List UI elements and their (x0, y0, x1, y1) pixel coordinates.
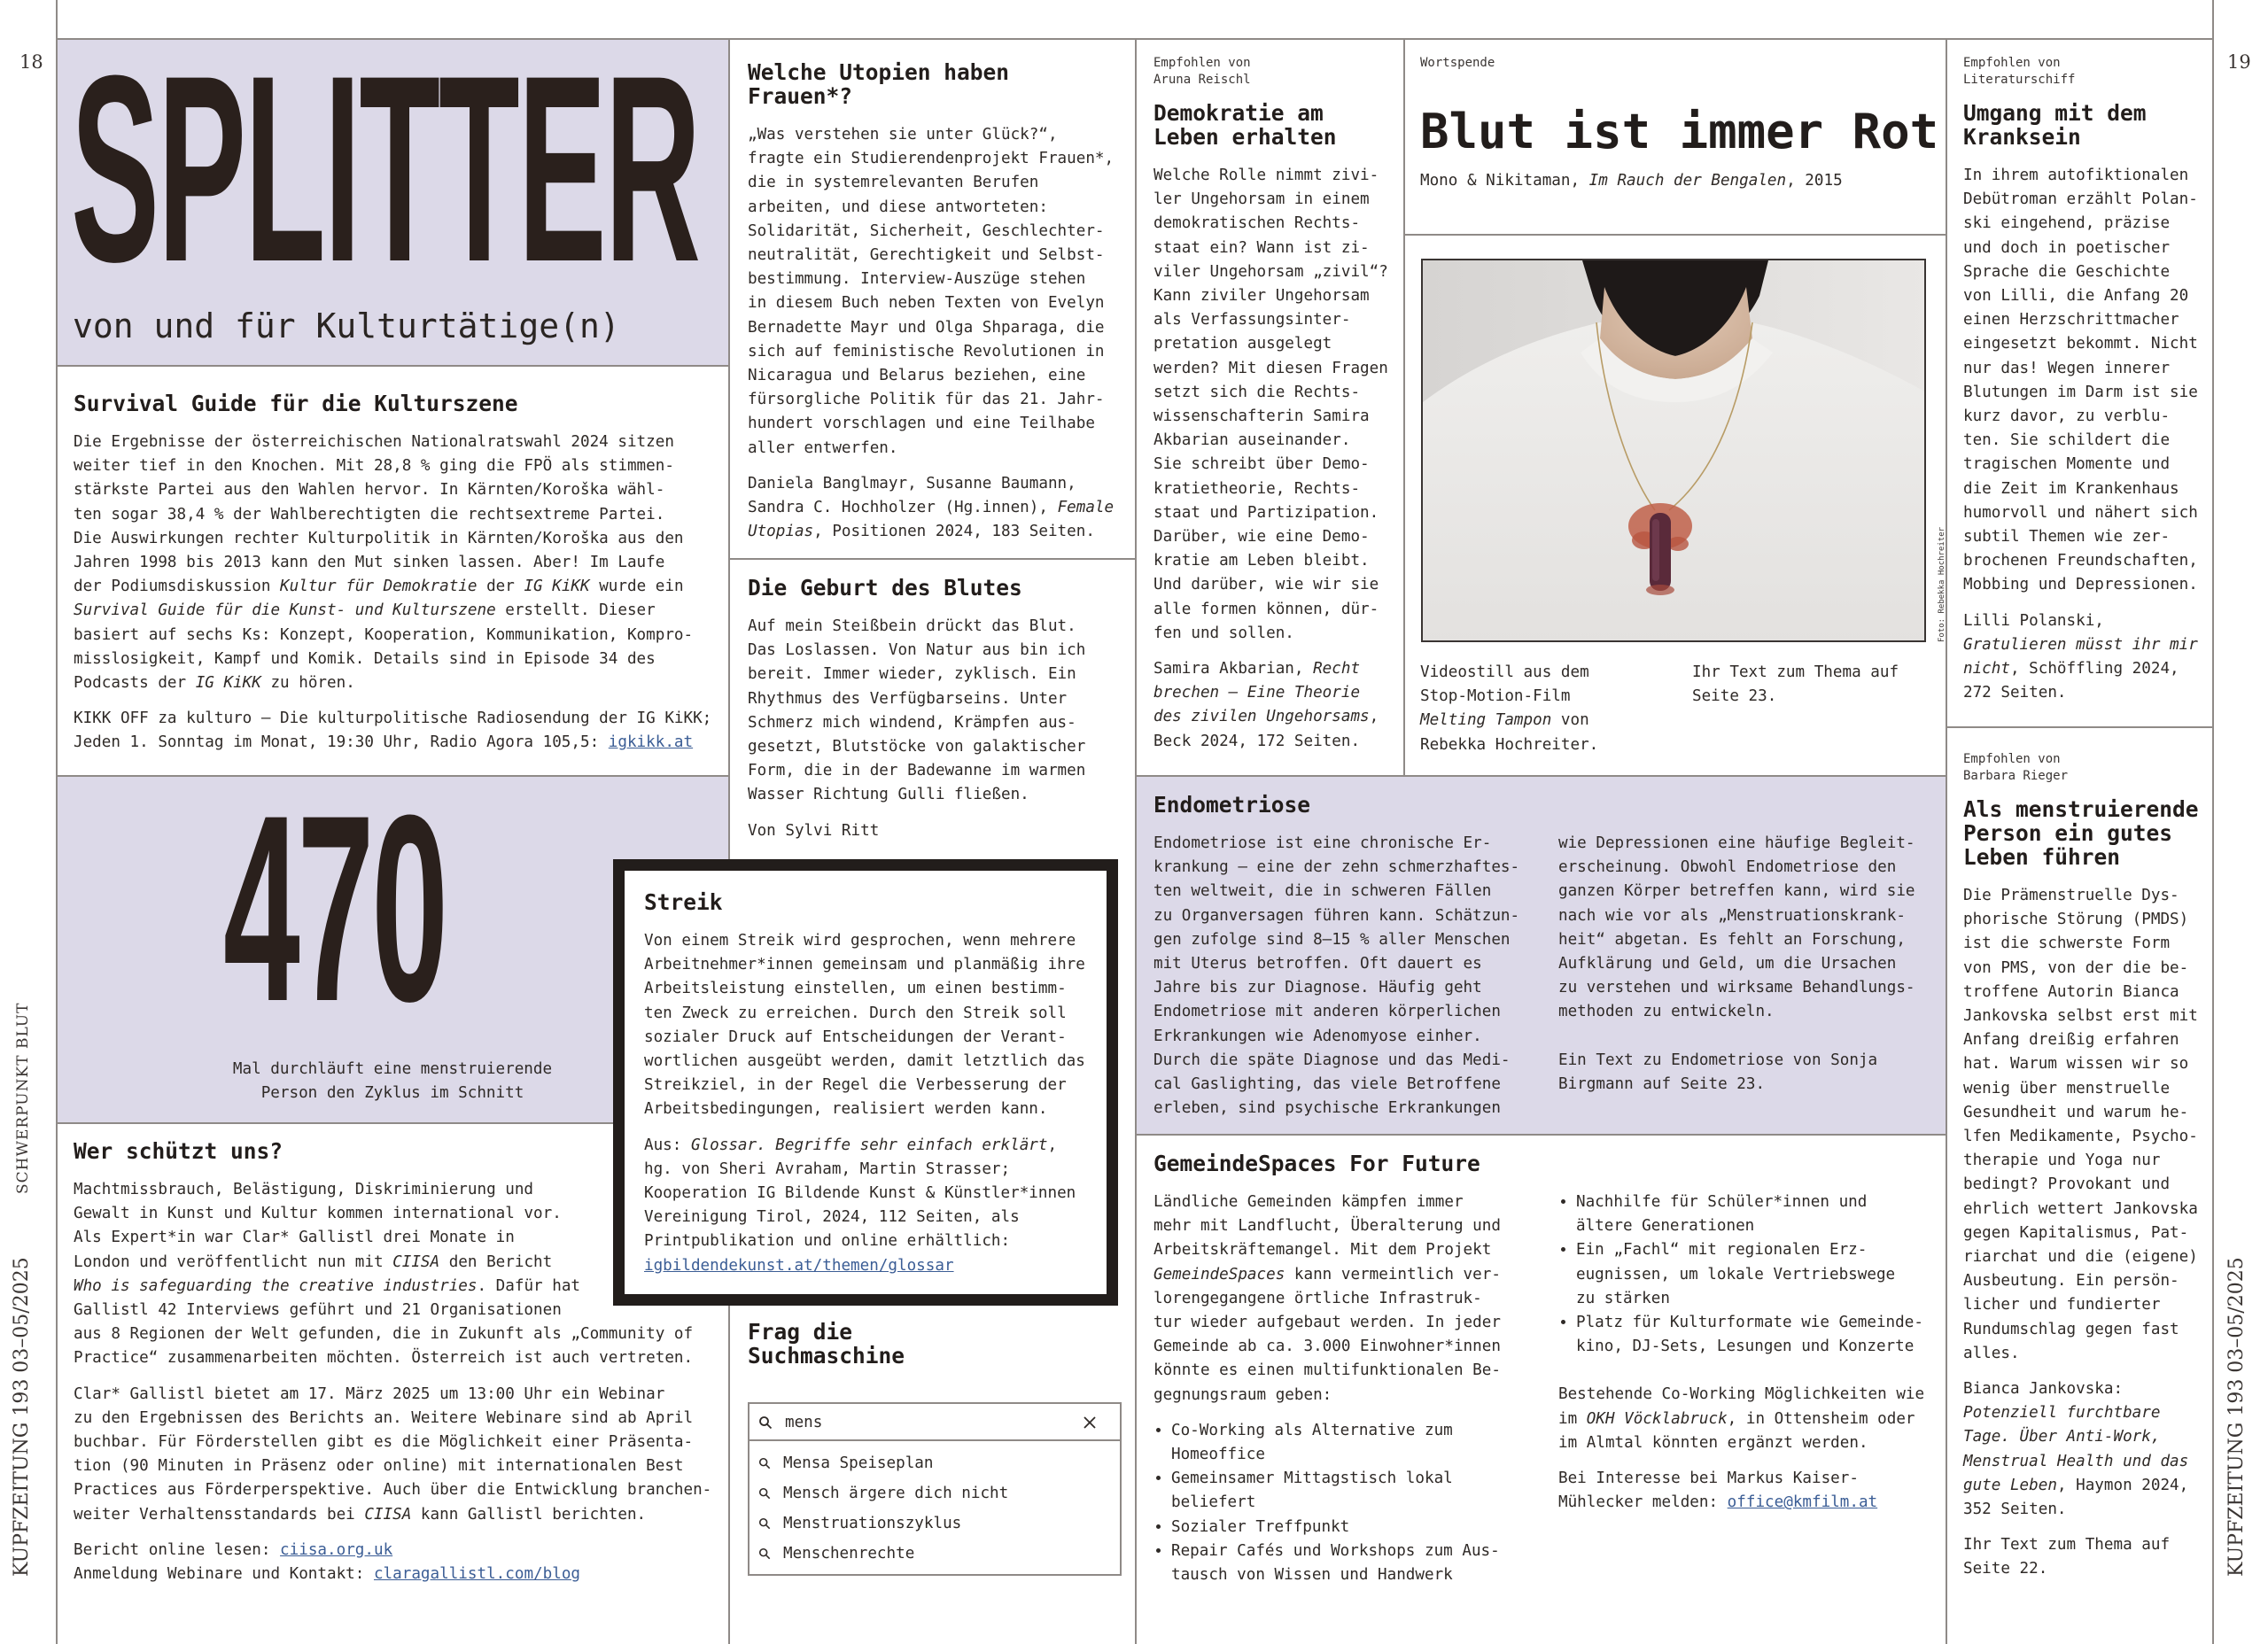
masthead-title: SPLITTER (71, 19, 700, 317)
search-input[interactable] (750, 1404, 1120, 1441)
search-icon (758, 1487, 771, 1500)
survival-footer: KIKK OFF za kulturo – Die kulturpolitische Radiosendung der IG KiKK; Jeden 1. Sonntag im Monat, 19:30 Uhr, Radio Agora 105,5: igkikk.at (74, 710, 712, 752)
list-item: • Gemeinsamer Mittagstisch lokal beliefert (1171, 1467, 1558, 1515)
rule-col1 (728, 38, 730, 1644)
claragallistl-link[interactable]: claragallistl.com/blog (373, 1565, 581, 1584)
search-query: mens (785, 1414, 823, 1431)
rule-masthead-bottom (57, 365, 728, 367)
geburt-heading: Die Geburt des Blutes (748, 575, 1022, 601)
gemeinde-heading: GemeindeSpaces For Future (1153, 1151, 1480, 1176)
gemeinde-section (1153, 1152, 1942, 1587)
rule-endo-bottom (1136, 1134, 1946, 1136)
schuetzt-body: Machtmissbrauch, Belästigung, Diskriminierung und Gewalt in Kunst und Kultur kommen international vor. Als Expert*in war Clar* Gallistl drei Monate in London und veröffentlicht nun mit CIISA den Bericht Who is safeguarding the creative industries. Dafür hat Gallistl 42 Interviews geführt und 21 Organisationen aus 8 Regionen der Welt gefunden, die in Zukunft als „Community of Practice“ zusammenarbeiten möchten. Österreich ist auch vertreten. (74, 1181, 694, 1368)
mens-heading: Als menstruierende Person ein gutes Leben führen (1963, 796, 2199, 870)
wortspende-source: Mono & Nikitaman, Im Rauch der Bengalen, 2015 (1420, 172, 1843, 190)
geburt-section (748, 576, 1129, 843)
utopien-credit: Daniela Banglmayr, Susanne Baumann, Sandra C. Hochholzer (Hg.innen), Female Utopias, Positionen 2024, 183 Seiten. (748, 474, 1115, 541)
krank-heading: Umgang mit dem Kranksein (1963, 100, 2147, 150)
endo-heading: Endometriose (1153, 792, 1311, 818)
close-icon[interactable] (1083, 1415, 1097, 1430)
photo-caption: Videostill aus dem Stop-Motion-Film Melting Tampon von Rebekka Hochreiter. (1420, 663, 1599, 754)
streik-body: Von einem Streik wird gesprochen, wenn mehrere Arbeitnehmer*innen gemeinsam und planmäßig ihre Arbeitsleistung einstellen, um einen bestimm- ten Zweck zu erreichen. Durch den Streik soll sozialer Druck auf Entscheidungen der Verant- wortlichen ausgeübt werden, damit letztlich das Streikziel, in der Regel die Verbesserung der Arbeitsbedingungen, realisiert werden kann. (644, 932, 1085, 1119)
photo-credit: Foto: Rebekka Hochreiter (1938, 526, 1946, 642)
krank-body: In ihrem autofiktionalen Debütroman erzählt Polan- ski eingehend, präzise und doch in poetischer Sprache die Geschichte von Lilli, die Anfang 20 einen Herzschrittmacher eingesetzt bekommt. Nicht nur das! Wegen innerer Blutungen im Darm ist sie kurz davor, zu verblu- ten. Sie schildert die tragischen Momente und die Zeit im Krankenhaus humorvoll und nähert sich subtil Themen wie zer- brochenen Freundschaften, Mobbing und Depressionen. (1963, 167, 2198, 594)
demokratie-credit: Samira Akbarian, Recht brechen – Eine Theorie des zivilen Ungehorsams, Beck 2024, 172 Seiten. (1153, 660, 1379, 750)
page-number-right: 19 (2227, 51, 2251, 73)
wortspende-section (1420, 55, 1943, 193)
gemeinde-list-right (1558, 1190, 1924, 1359)
rule-col4 (1946, 38, 1947, 1644)
spine-issue-right: KUPFZEITUNG 193 03–05/2025 (2225, 1257, 2248, 1577)
necklace-photo (1423, 260, 1926, 642)
spine-section-label: SCHWERPUNKT BLUT (14, 1002, 32, 1194)
list-item: • Ein „Fachl“ mit regionalen Erz- eugnissen, um lokale Vertriebswege zu stärken (1576, 1238, 1924, 1311)
search-icon (758, 1517, 771, 1530)
endo-left: Endometriose ist eine chronische Er- krankung – eine der zehn schmerzhaftes- ten weltweit, die in schweren Fällen zu Organversagen führen kann. Schätzun- gen zufolge sind 8–15 % aller Menschen mit Uterus betroffen. Oft dauert es Jahre bis zur Diagnose. Häufig geht Endometriose mit anderen körperlichen Erkrankungen wie Adenomyose einher. Durch die späte Diagnose und das Medi- cal Gaslighting, das viele Betroffene erleben, sind psychische Erkrankungen (1153, 834, 1520, 1118)
mens-note: Ihr Text zum Thema auf Seite 22. (1963, 1536, 2171, 1578)
krank-section (1963, 55, 2207, 705)
search-icon (758, 1457, 771, 1470)
stat-number: 470 (223, 759, 446, 1057)
mens-recommend: Empfohlen von Barbara Rieger (1963, 752, 2069, 783)
demokratie-section (1153, 55, 1402, 754)
schuetzt-links: Bericht online lesen: ciisa.org.uk Anmeldung Webinare und Kontakt: claragallistl.com/blog (74, 1540, 581, 1584)
kmfilm-email-link[interactable]: office@kmfilm.at (1727, 1493, 1878, 1512)
ciisa-link[interactable]: ciisa.org.uk (280, 1540, 393, 1559)
rule-col3a (1403, 38, 1405, 776)
rule-endo-top (1136, 775, 1946, 777)
rule-krank-bottom (1946, 726, 2212, 728)
krank-credit: Lilli Polanski, Gratulieren müsst ihr mir nicht, Schöffling 2024, 272 Seiten. (1963, 611, 2198, 702)
endo-right: wie Depressionen eine häufige Begleit- erscheinung. Obwohl Endometriose den ganzen Körper betreffen kann, wird sie nach wie vor als „Menstruationskrank- heit“ abgetan. Es fehlt an Forschung, Aufklärung und Geld, um die Ursachen zu verstehen und wirksame Behandlungs- methoden zu entwickeln. (1558, 834, 1915, 1021)
rule-wortspende-bottom (1404, 234, 1946, 236)
utopien-body: „Was verstehen sie unter Glück?“, fragte ein Studierendenprojekt Frauen*, die in systemrelevanten Berufen arbeiten, und diese antworteten: Solidarität, Sicherheit, Geschlechter- neutralität, Gerechtigkeit und Selbst- bestimmung. Interview-Auszüge stehen in diesem Buch neben Texten von Evelyn Bernadette Mayr und Olga Shparaga, die sich auf feministische Revolutionen in Nicaragua und Belarus beziehen, eine fürsorgliche Politik für das 21. Jahr- hundert vorschlagen und eine Teilhabe aller entwerfen. (748, 126, 1115, 457)
search-suggestion[interactable]: Mensch ärgere dich nicht (758, 1478, 1008, 1508)
glossar-link[interactable]: igbildendekunst.at/themen/glossar (644, 1256, 954, 1275)
survival-body: Die Ergebnisse der österreichischen Nationalratswahl 2024 sitzen weiter tief in den Knochen. Mit 28,8 % ging die FPÖ als stimmen- stärkste Partei aus den Wahlen hervor. In Kärnten/Koroška wähl- ten sogar 38,4 % der Wahlberechtigten die rechtsextreme Partei. Die Auswirkungen rechter Kulturpolitik in Kärnten/Koroška aus den Jahren 1998 bis 2013 kann den Mut sinken lassen. Aber! Im Laufe der Podiumsdiskussion Kultur für Demokratie der IG KiKK wurde ein Survival Guide für die Kunst- und Kulturszene erstellt. Dieser basiert auf sechs Ks: Konzept, Kooperation, Kommunikation, Kompro- misslosigkeit, Kampf und Komik. Details sind in Episode 34 des Podcasts der IG KiKK zu hören. (74, 433, 694, 693)
rule-right-margin (2212, 0, 2214, 1644)
streik-box (613, 859, 1118, 1306)
survival-section (74, 392, 720, 756)
rule-left-margin (56, 0, 58, 1644)
utopien-heading: Welche Utopien haben Frauen*? (748, 59, 1010, 109)
demokratie-recommend: Empfohlen von Aruna Reischl (1153, 56, 1251, 87)
search-suggestion[interactable]: Menschenrechte (758, 1539, 914, 1569)
gemeinde-intro: Ländliche Gemeinden kämpfen immer mehr mit Landflucht, Überalterung und Arbeitskräftemangel. Mit dem Projekt GemeindeSpaces kann vermeintlich ver- lorengegangene örtliche Infrastruk- tur wieder aufgebaut werden. In jeder Gemeinde ab ca. 3.000 Einwohner*innen könnte es einen multifunktionalen Be- gegnungsraum geben: (1153, 1193, 1501, 1404)
streik-source: Aus: Glossar. Begriffe sehr einfach erklärt, hg. von Sheri Avraham, Martin Strasser; Kooperation IG Bildende Kunst & Künstler*innen Vereinigung Tirol, 2024, 112 Seiten, als Printpublikation und online erhältlich: igbildendekunst.at/themen/glossar (644, 1136, 1076, 1275)
wortspende-quote: Blut ist immer Rot (1420, 104, 1939, 159)
demokratie-body: Welche Rolle nimmt zivi- ler Ungehorsam in einem demokratischen Rechts- staat ein? Wann ist zi- viler Ungehorsam „zivil“? Kann ziviler Ungehorsam als Verfassungsinter- pretation ausgelegt werden? Mit diesen Fragen setzt sich die Rechts- wissenschafterin Samira Akbarian auseinander. Sie schreibt über Demo- kratietheorie, Rechts- staat und Partizipation. Darüber, wie eine Demo- kratie am Leben bleibt. Und darüber, wie wir sie alle formen können, dür- fen und sollen. (1153, 167, 1388, 642)
demokratie-heading: Demokratie am Leben erhalten (1153, 100, 1337, 150)
gemeinde-contact: Bei Interesse bei Markus Kaiser- Mühlecker melden: office@kmfilm.at (1558, 1470, 1878, 1512)
search-widget (748, 1402, 1122, 1576)
schuetzt-heading: Wer schützt uns? (74, 1138, 284, 1164)
list-item: • Sozialer Treffpunkt (1171, 1516, 1558, 1539)
video-still-photo (1421, 259, 1926, 642)
rule-utopien-bottom (729, 558, 1135, 560)
geburt-author: Von Sylvi Ritt (748, 821, 880, 840)
search-suggestion[interactable]: Mensa Speiseplan (758, 1448, 933, 1478)
list-item: • Co-Working als Alternative zum Homeoffice (1171, 1419, 1558, 1467)
utopien-section (748, 60, 1129, 544)
page-number-left: 18 (19, 51, 43, 73)
search-icon (758, 1547, 771, 1560)
wortspende-label: Wortspende (1420, 56, 1495, 70)
krank-recommend: Empfohlen von Literaturschiff (1963, 56, 2076, 87)
photo-side-note: Ihr Text zum Thema auf Seite 23. (1692, 663, 1899, 706)
search-icon (758, 1415, 773, 1430)
stat-caption: Mal durchläuft eine menstruierende Person den Zyklus im Schnitt (232, 1060, 553, 1103)
list-item: • Platz für Kulturformate wie Gemeinde- kino, DJ-Sets, Lesungen und Konzerte (1576, 1311, 1924, 1359)
masthead-subtitle: von und für Kulturtätige(n) (73, 306, 620, 345)
gemeinde-existing: Bestehende Co-Working Möglichkeiten wie im OKH Vöcklabruck, in Ottensheim oder im Almtal könnten ergänzt werden. (1558, 1385, 1925, 1452)
list-item: • Repair Cafés und Workshops zum Aus- tausch von Wissen und Handwerk (1171, 1539, 1558, 1587)
search-suggestion[interactable]: Menstruationszyklus (758, 1508, 961, 1539)
streik-heading: Streik (644, 889, 723, 915)
mens-credit: Bianca Jankovska: Potenziell furchtbare Tage. Über Anti-Work, Menstrual Health und das gute Leben, Haymon 2024, 352 Seiten. (1963, 1380, 2189, 1519)
endo-section (1153, 793, 1942, 1121)
spine-issue-left: KUPFZEITUNG 193 03–05/2025 (11, 1257, 33, 1577)
schuetzt-webinar: Clar* Gallistl bietet am 17. März 2025 um 13:00 Uhr ein Webinar zu den Ergebnissen des Berichts an. Weitere Webinare sind ab April buchbar. Für Förderstellen gibt es die Möglichkeit einer Präsenta- tion (90 Minuten in Präsenz oder online) mit internationalen Best Practices aus Förderperspektive. Auch über die Entwicklung branchen- weiter Verhaltensstandards bei CIISA kann Gallistl berichten. (74, 1384, 712, 1524)
mens-section (1963, 751, 2207, 1582)
geburt-body: Auf mein Steißbein drückt das Blut. Das Loslassen. Von Natur aus bin ich bereit. Immer wieder, zyklisch. Ein Rhythmus des Verfügbarseins. Unter Schmerz mich windend, Krämpfen aus- gesetzt, Blutstöcke von galaktischer Form, die in der Badewanne im warmen Wasser Richtung Gulli fließen. (748, 617, 1086, 804)
igkikk-link[interactable]: igkikk.at (608, 733, 694, 752)
gemeinde-list-left (1153, 1419, 1558, 1587)
suche-heading: Frag die Suchmaschine (748, 1319, 905, 1369)
list-item: • Nachhilfe für Schüler*innen und ältere Generationen (1576, 1190, 1924, 1238)
mens-body: Die Prämenstruelle Dys- phorische Störung (PMDS) ist die schwerste Form von PMS, von der die be- troffene Autorin Bianca Jankovska selbst erst mit Anfang dreißig erfahren hat. Warum wissen wir so wenig über menstruelle Gesundheit und warum he- lfen Medikamente, Psycho- therapie und Yoga nur bedingt? Provokant und ehrlich wettert Jankovska gegen Kapitalismus, Pat- riarchat und die (eigene) Ausbeutung. Ein persön- licher und fundierter Rundumschlag gegen fast alles. (1963, 887, 2198, 1362)
endo-note: Ein Text zu Endometriose von Sonja Birgmann auf Seite 23. (1558, 1051, 1878, 1093)
rule-col2 (1135, 38, 1137, 1644)
survival-heading: Survival Guide für die Kulturszene (74, 391, 518, 416)
